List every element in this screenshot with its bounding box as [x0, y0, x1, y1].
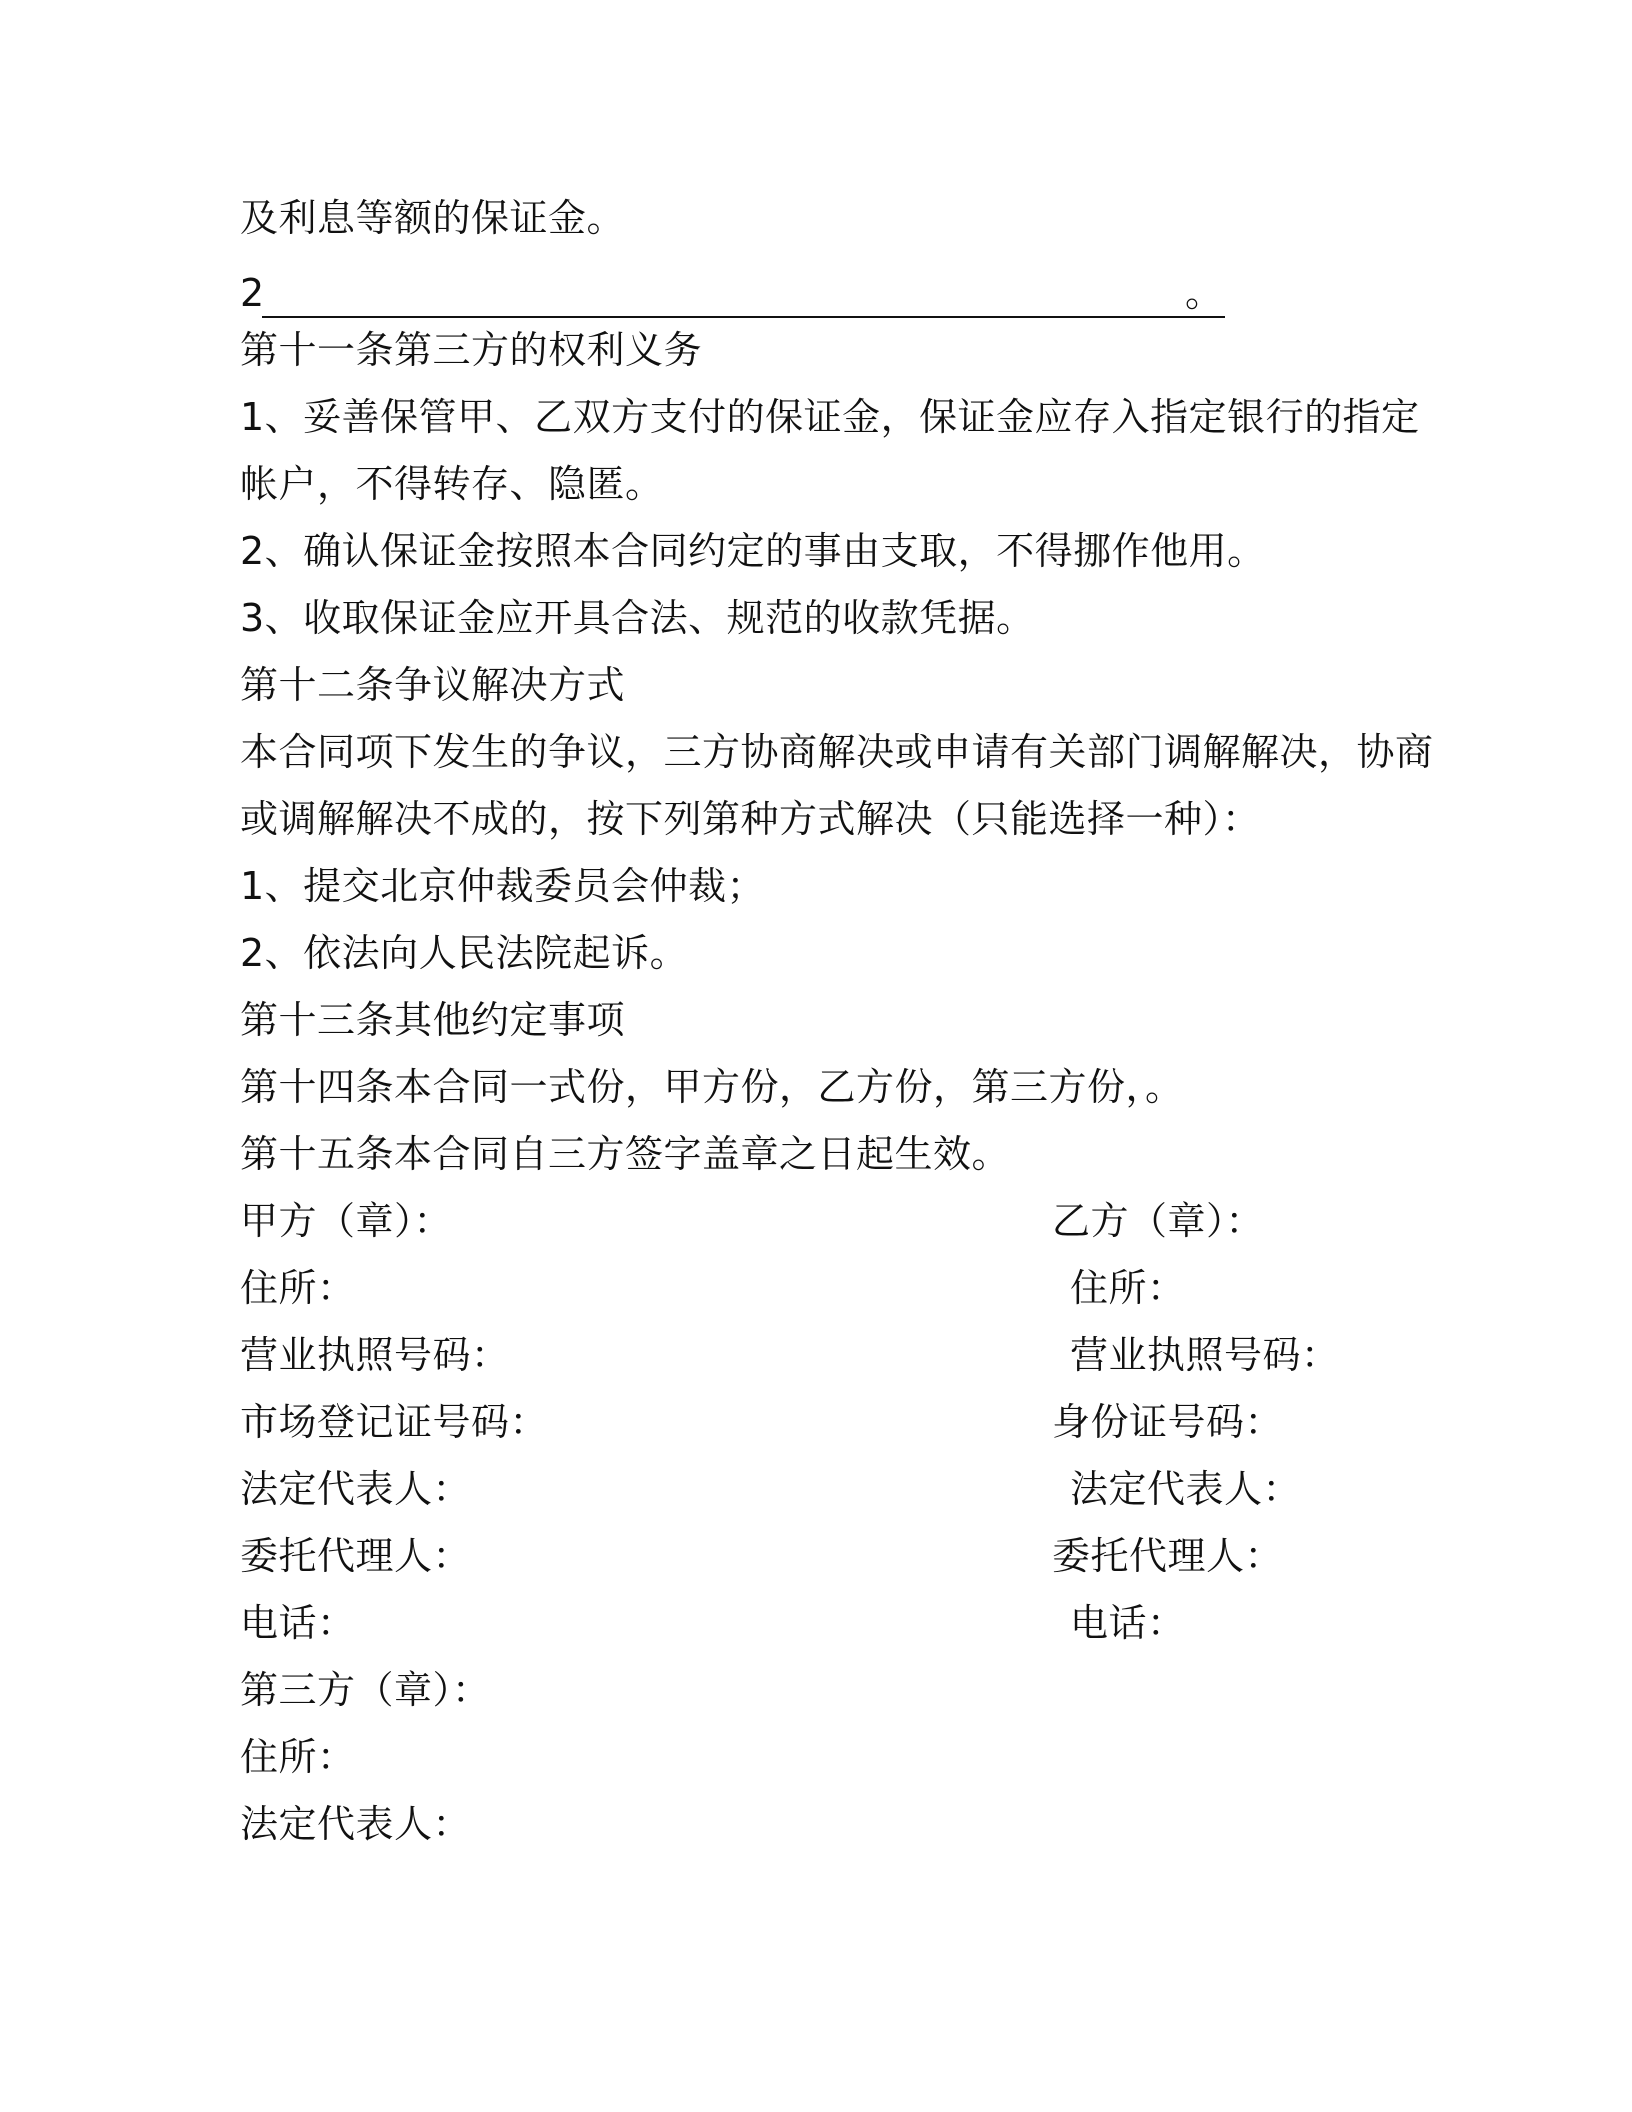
party-b-agent: 委托代理人： — [1052, 1534, 1284, 1578]
party-a-address: 住所： — [240, 1266, 356, 1310]
blank-item-end-mark: 。 — [1185, 271, 1224, 315]
party-b-title: 乙方（章）： — [1052, 1199, 1265, 1243]
article-12-option-1: 1、提交北京仲裁委员会仲裁； — [240, 864, 766, 908]
party-b-phone: 电话： — [1070, 1601, 1186, 1645]
party-a-market-reg: 市场登记证号码： — [240, 1400, 549, 1444]
article-11-item-3: 3、收取保证金应开具合法、规范的收款凭据。 — [240, 596, 1035, 640]
third-party-legal-rep: 法定代表人： — [240, 1802, 472, 1846]
party-b-id-number: 身份证号码： — [1052, 1400, 1284, 1444]
party-b-license: 营业执照号码： — [1070, 1333, 1340, 1377]
party-a-phone: 电话： — [240, 1601, 356, 1645]
party-a-title: 甲方（章）： — [240, 1199, 453, 1243]
third-party-title: 第三方（章）： — [240, 1668, 491, 1712]
party-a-license: 营业执照号码： — [240, 1333, 510, 1377]
article-12-option-2: 2、依法向人民法院起诉。 — [240, 931, 689, 975]
party-b-legal-rep: 法定代表人： — [1070, 1467, 1302, 1511]
party-a-legal-rep: 法定代表人： — [240, 1467, 472, 1511]
article-12-body: 本合同项下发生的争议，三方协商解决或申请有关部门调解解决，协商 — [240, 730, 1434, 774]
blank-item-row — [240, 270, 1225, 320]
party-b-address: 住所： — [1070, 1266, 1186, 1310]
article-11-item-2: 2、确认保证金按照本合同约定的事由支取，不得挪作他用。 — [240, 529, 1266, 573]
article-12-body-cont: 或调解解决不成的，按下列第种方式解决（只能选择一种）： — [240, 797, 1261, 841]
article-14: 第十四条本合同一式份，甲方份，乙方份，第三方份，。 — [240, 1065, 1184, 1109]
article-13-heading: 第十三条其他约定事项 — [240, 998, 626, 1042]
article-11-item-1: 1、妥善保管甲、乙双方支付的保证金，保证金应存入指定银行的指定 — [240, 395, 1420, 439]
article-11-item-1-cont: 帐户，不得转存、隐匿。 — [240, 462, 664, 506]
paragraph-continuation: 及利息等额的保证金。 — [240, 196, 626, 240]
third-party-address: 住所： — [240, 1735, 356, 1779]
blank-item-number: 2 — [240, 271, 265, 315]
party-a-agent: 委托代理人： — [240, 1534, 472, 1578]
article-15: 第十五条本合同自三方签字盖章之日起生效。 — [240, 1132, 1011, 1176]
article-11-heading: 第十一条第三方的权利义务 — [240, 328, 703, 372]
article-12-heading: 第十二条争议解决方式 — [240, 663, 626, 707]
blank-underline — [262, 316, 1225, 318]
